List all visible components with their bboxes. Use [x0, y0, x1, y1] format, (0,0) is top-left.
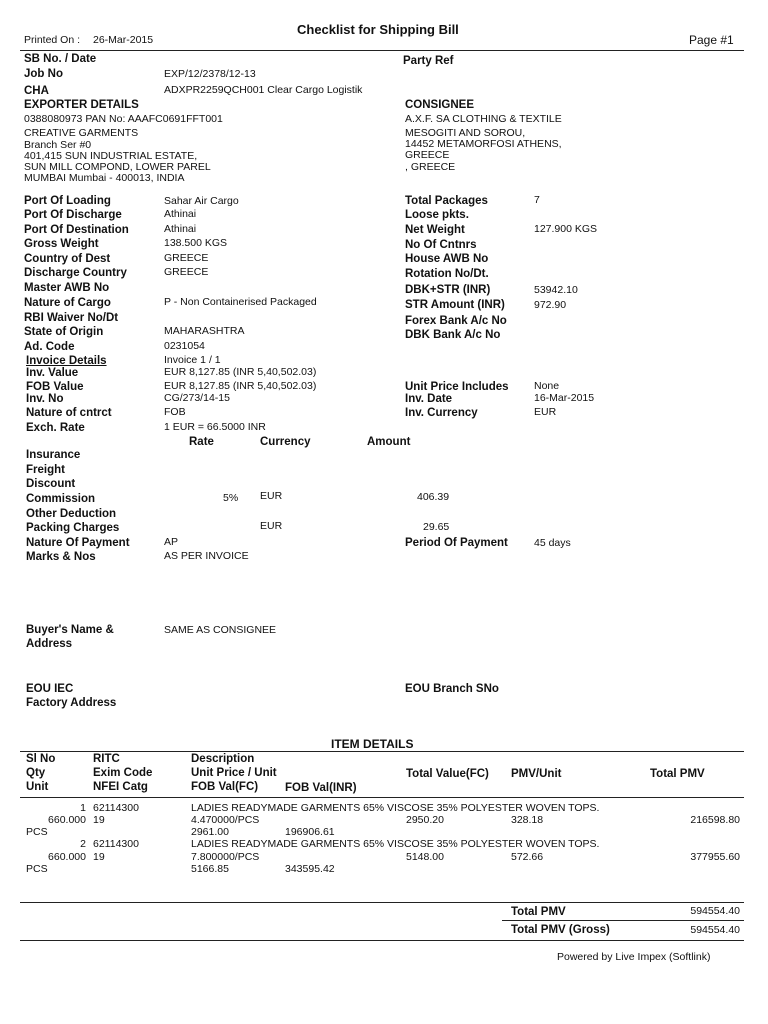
field-value: 53942.10: [534, 284, 578, 296]
item-header-top-rule: [20, 751, 744, 752]
field-label: No Of Cntnrs: [405, 239, 477, 251]
invoice-details-value: Invoice 1 / 1: [164, 354, 221, 366]
item-unit-price: 4.470000/PCS: [191, 814, 260, 826]
period-of-payment: 45 days: [534, 537, 571, 549]
nature-of-payment: AP: [164, 536, 179, 548]
field-label: House AWB No: [405, 253, 489, 265]
col-description: Description: [191, 753, 255, 765]
total-pmv-value: 594554.40: [690, 905, 740, 917]
item-qty: 660.000: [48, 851, 86, 863]
field-label: Gross Weight: [24, 238, 99, 250]
cha-value: ADXPR2259QCH001 Clear Cargo Logistik: [164, 84, 363, 96]
item-unit: PCS: [26, 826, 48, 838]
item-fob-inr: 343595.42: [285, 863, 335, 875]
exch-rate-label: Exch. Rate: [26, 422, 85, 434]
totals-bottom-rule: [20, 940, 744, 941]
field-label: State of Origin: [24, 326, 104, 338]
consignee-line: GREECE: [405, 149, 450, 161]
inv-no: CG/273/14-15: [164, 392, 230, 404]
sb-label: SB No. / Date: [24, 53, 97, 65]
powered-by-footer: Powered by Live Impex (Softlink): [557, 951, 711, 963]
item-description: LADIES READYMADE GARMENTS 65% VISCOSE 35% POLYESTER WOVEN TOPS.: [191, 838, 600, 850]
field-value: Athinai: [164, 208, 197, 220]
item-unit: PCS: [26, 863, 48, 875]
cha-label: CHA: [24, 85, 49, 97]
item-fob-inr: 196906.61: [285, 826, 335, 838]
commission-label: Commission: [26, 493, 96, 505]
total-pmv-gross-label: Total PMV (Gross): [511, 924, 610, 936]
field-value: MAHARASHTRA: [164, 325, 245, 337]
item-qty: 660.000: [48, 814, 86, 826]
col-slno: Sl No: [26, 753, 56, 765]
marks-nos-label: Marks & Nos: [26, 551, 96, 563]
fob-value: EUR 8,127.85 (INR 5,40,502.03): [164, 380, 317, 392]
unit-price-includes: None: [534, 380, 560, 392]
field-label: Country of Dest: [24, 253, 111, 265]
party-ref-label: Party Ref: [403, 55, 454, 67]
col-fob-fc: FOB Val(FC): [191, 781, 259, 793]
col-pmv-unit: PMV/Unit: [511, 768, 562, 780]
col-qty: Qty: [26, 767, 46, 779]
freight-label: Freight: [26, 464, 65, 476]
buyer-label-address: Address: [26, 638, 73, 650]
col-total-value-fc: Total Value(FC): [406, 768, 489, 780]
exporter-line: SUN MILL COMPOND, LOWER PAREL: [24, 161, 211, 173]
item-exim-code: 19: [93, 814, 105, 826]
consignee-heading: CONSIGNEE: [405, 99, 475, 111]
inv-date-label: Inv. Date: [405, 393, 453, 405]
buyer-value: SAME AS CONSIGNEE: [164, 624, 277, 636]
inv-value-label: Inv. Value: [26, 367, 79, 379]
charges-rate-header: Rate: [189, 436, 214, 448]
exporter-line: MUMBAI Mumbai - 400013, INDIA: [24, 172, 185, 184]
unit-price-includes-label: Unit Price Includes: [405, 381, 509, 393]
field-value: 0231054: [164, 340, 205, 352]
packing-charges-label: Packing Charges: [26, 522, 120, 534]
field-label: Port Of Destination: [24, 224, 129, 236]
fob-value-label: FOB Value: [26, 381, 84, 393]
exporter-line: CREATIVE GARMENTS: [24, 127, 139, 139]
field-value: 7: [534, 194, 540, 206]
item-total-value-fc: 2950.20: [406, 814, 444, 826]
item-details-heading: ITEM DETAILS: [331, 737, 414, 751]
item-sl-no: 1: [80, 802, 86, 814]
consignee-line: , GREECE: [405, 161, 456, 173]
col-ritc: RITC: [93, 753, 120, 765]
col-exim-code: Exim Code: [93, 767, 153, 779]
item-exim-code: 19: [93, 851, 105, 863]
item-pmv-unit: 328.18: [511, 814, 544, 826]
field-value: Sahar Air Cargo: [164, 195, 239, 207]
item-unit-price: 7.800000/PCS: [191, 851, 260, 863]
other-deduction-label: Other Deduction: [26, 508, 117, 520]
printed-on-label: Printed On :: [24, 34, 81, 46]
field-value: GREECE: [164, 252, 209, 264]
col-unit: Unit: [26, 781, 49, 793]
consignee-line: MESOGITI AND SOROU,: [405, 127, 526, 139]
exporter-line: 401,415 SUN INDUSTRIAL ESTATE,: [24, 150, 198, 162]
item-fob-fc: 2961.00: [191, 826, 229, 838]
field-value: GREECE: [164, 266, 209, 278]
field-label: STR Amount (INR): [405, 299, 505, 311]
field-label: Port Of Loading: [24, 195, 111, 207]
field-label: Total Packages: [405, 195, 488, 207]
buyer-label: Buyer's Name &: [26, 624, 114, 636]
exporter-heading: EXPORTER DETAILS: [24, 99, 139, 111]
field-label: RBI Waiver No/Dt: [24, 312, 119, 324]
commission-rate: 5%: [223, 492, 239, 504]
totals-top-rule: [20, 902, 744, 903]
item-total-value-fc: 5148.00: [406, 851, 444, 863]
field-value: 972.90: [534, 299, 567, 311]
item-ritc: 62114300: [93, 802, 139, 814]
nature-of-payment-label: Nature Of Payment: [26, 537, 130, 549]
totals-mid-rule: [502, 920, 744, 921]
page-number: Page #1: [689, 33, 734, 47]
field-label: Port Of Discharge: [24, 209, 122, 221]
field-label: DBK Bank A/c No: [405, 329, 501, 341]
total-pmv-gross-value: 594554.40: [690, 924, 740, 936]
item-ritc: 62114300: [93, 838, 139, 850]
inv-currency: EUR: [534, 406, 557, 418]
page-title: Checklist for Shipping Bill: [297, 22, 459, 37]
consignee-line: A.X.F. SA CLOTHING & TEXTILE: [405, 113, 562, 125]
col-unit-price: Unit Price / Unit: [191, 767, 277, 779]
consignee-line: 14452 METAMORFOSI ATHENS,: [405, 138, 562, 150]
field-label: Rotation No/Dt.: [405, 268, 489, 280]
packing-amount: 29.65: [423, 521, 450, 533]
inv-no-label: Inv. No: [26, 393, 64, 405]
field-value: Athinai: [164, 223, 197, 235]
field-label: Net Weight: [405, 224, 465, 236]
invoice-details-label: Invoice Details: [26, 355, 107, 367]
field-value: 127.900 KGS: [534, 223, 598, 235]
factory-address-label: Factory Address: [26, 697, 117, 709]
col-fob-inr: FOB Val(INR): [285, 782, 357, 794]
inv-value: EUR 8,127.85 (INR 5,40,502.03): [164, 366, 317, 378]
field-value: P - Non Containerised Packaged: [164, 296, 317, 308]
eou-iec-label: EOU IEC: [26, 683, 74, 695]
discount-label: Discount: [26, 478, 76, 490]
commission-currency: EUR: [260, 490, 283, 502]
item-header-bottom-rule: [20, 797, 744, 798]
field-label: Discharge Country: [24, 267, 127, 279]
header-divider: [20, 50, 744, 51]
nature-cntrct: FOB: [164, 406, 186, 418]
packing-currency: EUR: [260, 520, 283, 532]
field-label: Nature of Cargo: [24, 297, 111, 309]
item-total-pmv: 216598.80: [690, 814, 740, 826]
item-fob-fc: 5166.85: [191, 863, 229, 875]
field-label: DBK+STR (INR): [405, 284, 491, 296]
charges-amount-header: Amount: [367, 436, 411, 448]
job-label: Job No: [24, 68, 63, 80]
item-description: LADIES READYMADE GARMENTS 65% VISCOSE 35% POLYESTER WOVEN TOPS.: [191, 802, 600, 814]
col-nfei-catg: NFEI Catg: [93, 781, 148, 793]
total-pmv-label: Total PMV: [511, 906, 566, 918]
marks-nos: AS PER INVOICE: [164, 550, 249, 562]
field-label: Master AWB No: [24, 282, 110, 294]
inv-currency-label: Inv. Currency: [405, 407, 478, 419]
item-total-pmv: 377955.60: [690, 851, 740, 863]
nature-cntrct-label: Nature of cntrct: [26, 407, 112, 419]
commission-amount: 406.39: [417, 491, 450, 503]
charges-currency-header: Currency: [260, 436, 311, 448]
item-sl-no: 2: [80, 838, 86, 850]
col-total-pmv: Total PMV: [650, 768, 705, 780]
insurance-label: Insurance: [26, 449, 81, 461]
job-value: EXP/12/2378/12-13: [164, 68, 256, 80]
period-of-payment-label: Period Of Payment: [405, 537, 508, 549]
eou-branch-label: EOU Branch SNo: [405, 683, 499, 695]
printed-on-date: 26-Mar-2015: [93, 34, 154, 46]
exporter-line: Branch Ser #0: [24, 139, 92, 151]
field-label: Ad. Code: [24, 341, 75, 353]
field-label: Loose pkts.: [405, 209, 469, 221]
field-label: Forex Bank A/c No: [405, 315, 507, 327]
field-value: 138.500 KGS: [164, 237, 228, 249]
inv-date: 16-Mar-2015: [534, 392, 595, 404]
item-pmv-unit: 572.66: [511, 851, 544, 863]
exch-rate: 1 EUR = 66.5000 INR: [164, 421, 266, 433]
exporter-line: 0388080973 PAN No: AAAFC0691FFT001: [24, 113, 223, 125]
